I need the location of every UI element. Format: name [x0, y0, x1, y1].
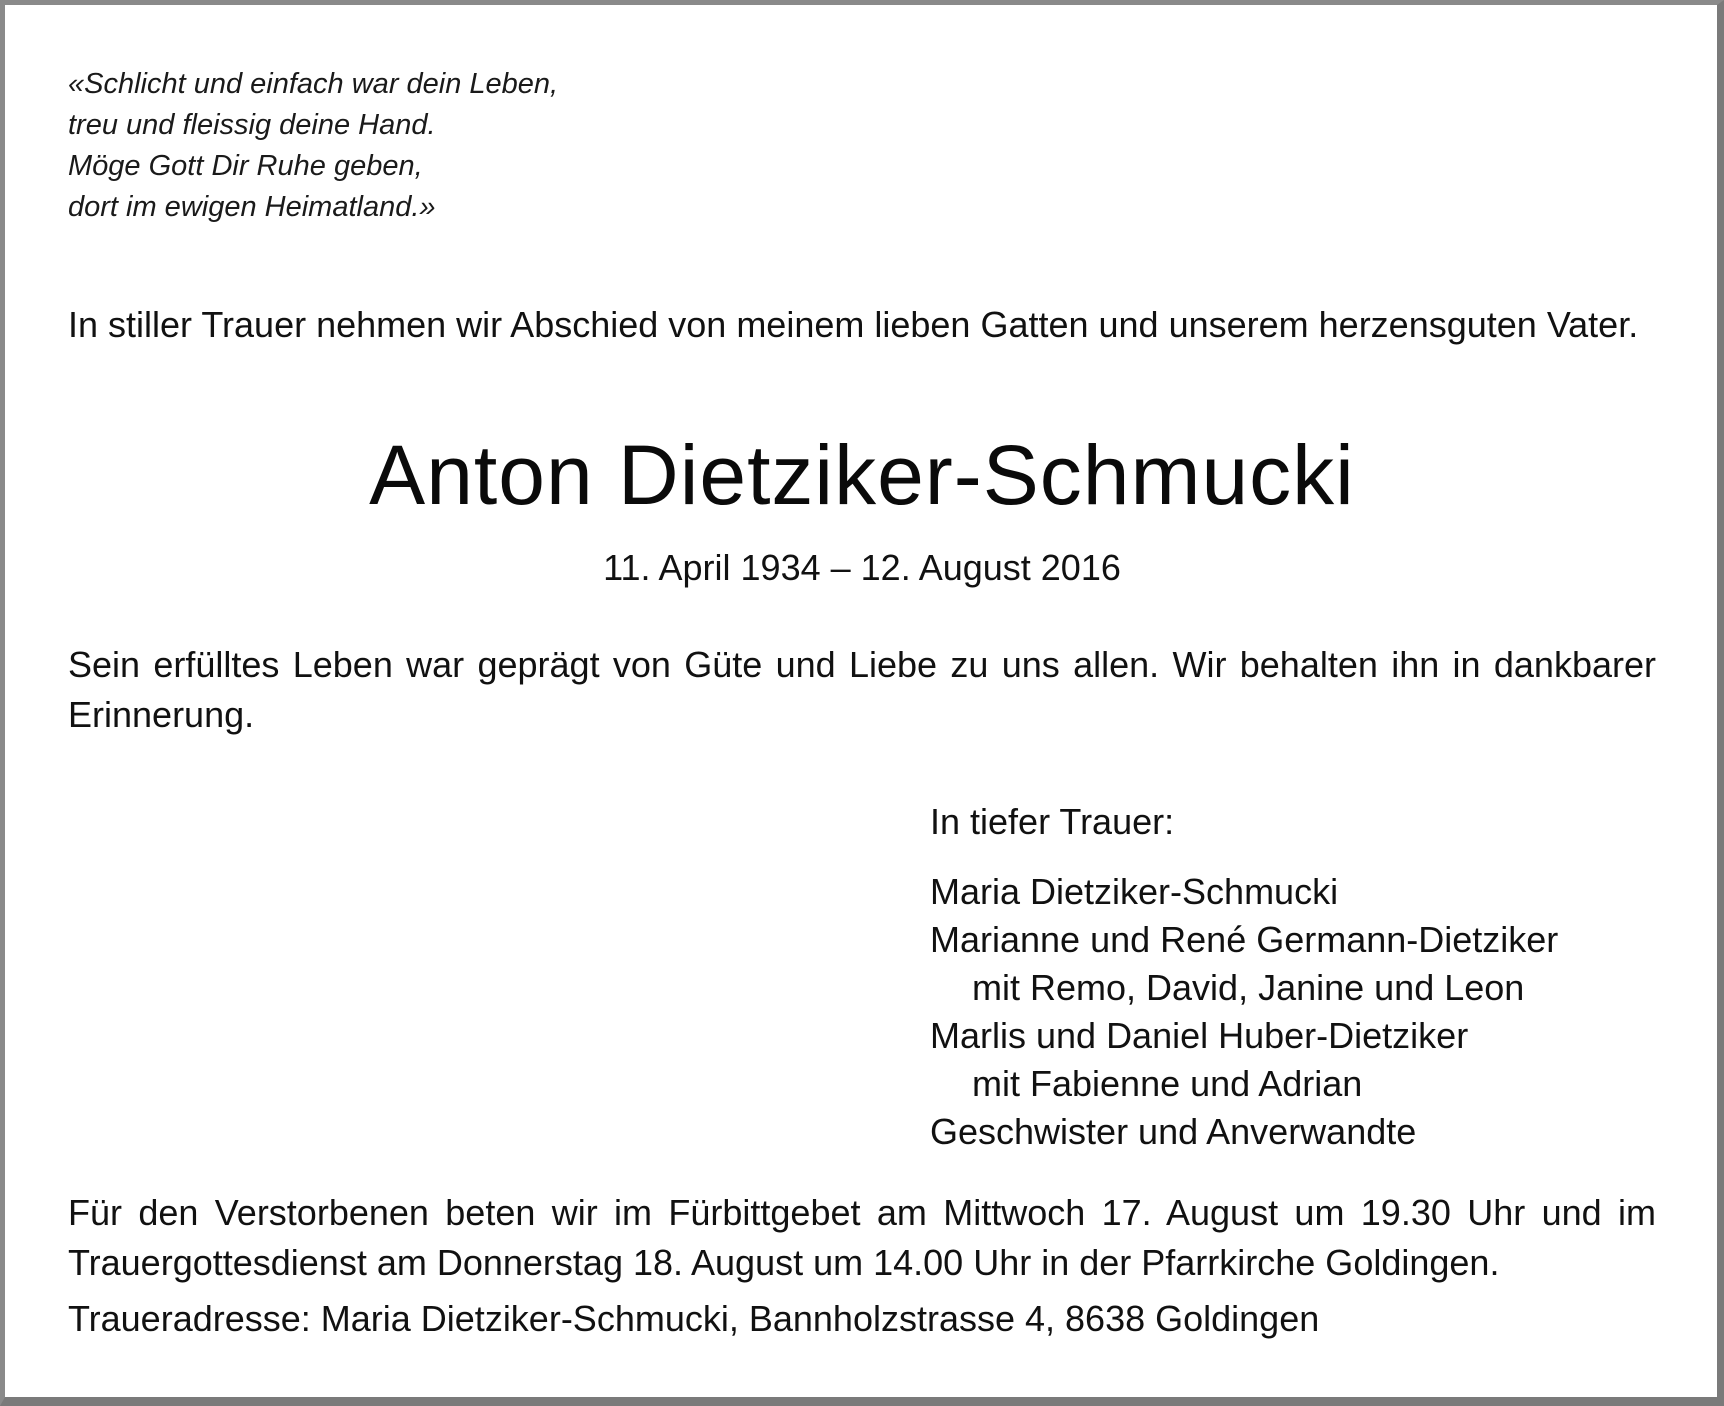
mourner-entry: Geschwister und Anverwandte — [930, 1111, 1417, 1152]
intro-text: In stiller Trauer nehmen wir Abschied von meinem lieben Gatten und unserem herzensguten Vater. — [68, 304, 1639, 345]
memorial-quote — [68, 64, 768, 228]
mourner-entry: Marianne und René Germann-Dietziker — [930, 919, 1559, 960]
mourner-entry: Marlis und Daniel Huber-Dietziker — [930, 1015, 1469, 1056]
mourners-heading: In tiefer Trauer: — [930, 801, 1175, 842]
quote-line: Möge Gott Dir Ruhe geben, — [68, 150, 423, 182]
deceased-name: Anton Dietziker-Schmucki — [369, 428, 1355, 522]
mourner-entry: Maria Dietziker-Schmucki — [930, 871, 1339, 912]
mourning-address: Traueradresse: Maria Dietziker-Schmucki, Bannholzstrasse 4, 8638 Goldingen — [68, 1298, 1320, 1339]
mourner-subentry: mit Remo, David, Janine und Leon — [972, 967, 1525, 1008]
mourners-list — [930, 798, 1690, 1156]
mourner-subentry: mit Fabienne und Adrian — [972, 1063, 1363, 1104]
life-dates: 11. April 1934 – 12. August 2016 — [603, 547, 1121, 588]
quote-line: treu und fleissig deine Hand. — [68, 109, 436, 141]
quote-line: «Schlicht und einfach war dein Leben, — [68, 68, 559, 100]
service-text: Für den Verstorbenen beten wir im Fürbittgebet am Mittwoch 17. August um 19.30 Uhr und im Trauergottesdienst am Donnerstag 18. August um 14.00 Uhr in der Pfarrkirche Goldingen. — [68, 1192, 1656, 1283]
life-text: Sein erfülltes Leben war geprägt von Güte und Liebe zu uns allen. Wir behalten ihn in dankbarer Erinnerung. — [68, 644, 1656, 735]
quote-line: dort im ewigen Heimatland.» — [68, 191, 436, 223]
